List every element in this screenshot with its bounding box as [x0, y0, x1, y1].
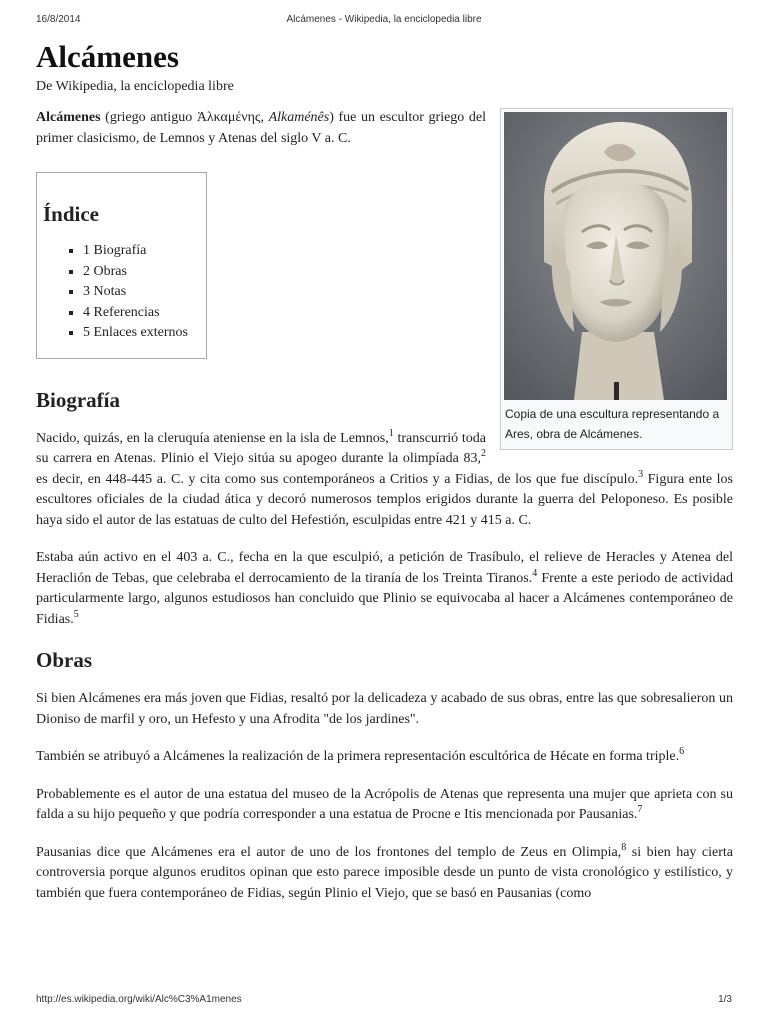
obras-paragraph-3: [36, 785, 733, 826]
footnote-ref[interactable]: 1: [388, 427, 394, 439]
toc-item-obras[interactable]: ▪ 2 Obras: [83, 262, 206, 283]
footnote-ref[interactable]: 3: [638, 468, 644, 480]
lead-text: (griego antiguo: [100, 110, 197, 125]
toc-title: Índice: [43, 202, 100, 226]
site-tagline: De Wikipedia, la enciclopedia libre: [36, 79, 234, 94]
footnote-ref[interactable]: 5: [73, 608, 79, 620]
paragraph-text: Nacido, quizás, en la cleruquía ateniense en la isla de Lemnos,: [36, 430, 389, 446]
paragraph-text: Frente a este periodo de actividad particularmente largo, algunos estudiosos han concluido que Plinio se equivocaba al hacer a Alcámenes contemporáneo de Fidias.: [36, 570, 733, 627]
paragraph-text: Pausanias dice que Alcámenes era el autor de uno de los frontones del templo de Zeus en Olimpia,: [36, 844, 622, 860]
obras-paragraph-1: Si bien Alcámenes era más joven que Fidias, resaltó por la delicadeza y acabado de sus obras, entre las que sobresalieron un Dioniso de marfil y oro, un Hefesto y una Afrodita "de los jardines".: [36, 691, 733, 727]
toc-item-notas[interactable]: ▪ 3 Notas: [83, 282, 206, 303]
footnote-ref[interactable]: 6: [679, 746, 685, 758]
print-header: [36, 14, 732, 28]
sculpture-icon: [504, 112, 727, 400]
section-heading-obras: Obras: [36, 648, 93, 673]
table-of-contents: [36, 172, 207, 359]
biografia-paragraph-2: [36, 548, 733, 630]
print-footer: [36, 994, 732, 1008]
footnote-ref[interactable]: 2: [481, 448, 486, 460]
toc-item-enlaces-externos[interactable]: ▪ 5 Enlaces externos: [83, 323, 206, 344]
lead-term: Alcámenes: [36, 110, 101, 125]
article-content: [36, 38, 733, 901]
paragraph-text: Figura ente los escultores oficiales de la ciudad ática y decoró numerosos templos erigidos durante la guerra del Peloponeso. Es posible haya sido el autor de las estatuas de culto del Hefestión, esculpidas entre 421 y 415 a. C.: [36, 471, 733, 528]
print-date: 16/8/2014: [36, 14, 81, 25]
section-heading-biografia: Biografía: [36, 387, 120, 412]
toc-item-biografia[interactable]: ▪ 1 Biografía: [83, 241, 206, 262]
paragraph-text: si bien hay cierta controversia porque algunos eruditos opinan que esto parece imposible desde un punto de vista cronológico y estilístico, y también que fuera contemporáneo de Fidias, según Plinio el Viejo, que se basó en Pausanias (como: [36, 844, 733, 901]
footnote-ref[interactable]: 4: [532, 567, 538, 579]
print-url[interactable]: http://es.wikipedia.org/wiki/Alc%C3%A1menes: [36, 994, 242, 1005]
lead-text: ,: [260, 110, 269, 125]
paragraph-text: es decir, en 448-445 a. C. y cita como sus contemporáneos a Critios y a Fidias, de los que fue discípulo.: [36, 471, 639, 487]
print-page-number: 1/3: [718, 994, 732, 1005]
paragraph-text: transcurrió toda su carrera en Atenas. Plinio el Viejo sitúa su apogeo durante la olimpíada 83,: [36, 430, 486, 467]
paragraph-text: Estaba aún activo en el 403 a. C., fecha en la que esculpió, a petición de Trasíbulo, el relieve de Heracles y Atenea del Heraclión de Tebas, que celebraba el derrocamiento de la tiranía de los Treinta Tiranos.: [36, 550, 733, 586]
image-caption: Copia de una escultura representando a Ares, obra de Alcámenes.: [505, 407, 720, 441]
transliterated-name: Alkaménês: [268, 110, 330, 125]
paragraph-text: Probablemente es el autor de una estatua del museo de la Acrópolis de Atenas que representa una mujer que aprieta con su falda a su hijo pequeño y que podría corresponder a una estatua de Procne e Itis mencionada por Pausanias.: [36, 786, 733, 823]
lead-text: ) fue un escultor griego del primer clasicismo, de Lemnos y Atenas del siglo V a. C.: [36, 110, 487, 146]
footnote-ref[interactable]: 8: [621, 841, 627, 853]
page-title: Alcámenes: [36, 39, 179, 74]
obras-paragraph-4: [36, 841, 733, 901]
greek-name: Ἀλκαμένης: [196, 110, 261, 125]
footnote-ref[interactable]: 7: [637, 804, 643, 816]
paragraph-text: También se atribuyó a Alcámenes la realización de la primera representación escultórica de Hécate en forma triple.: [36, 749, 680, 765]
toc-item-referencias[interactable]: ▪ 4 Referencias: [83, 303, 206, 324]
infobox-thumbnail: [500, 108, 733, 450]
obras-paragraph-2: [36, 747, 733, 768]
marble-head-sculpture-image[interactable]: [504, 112, 727, 400]
toc-list: [43, 241, 206, 344]
print-page-title: Alcámenes - Wikipedia, la enciclopedia libre: [286, 14, 482, 25]
